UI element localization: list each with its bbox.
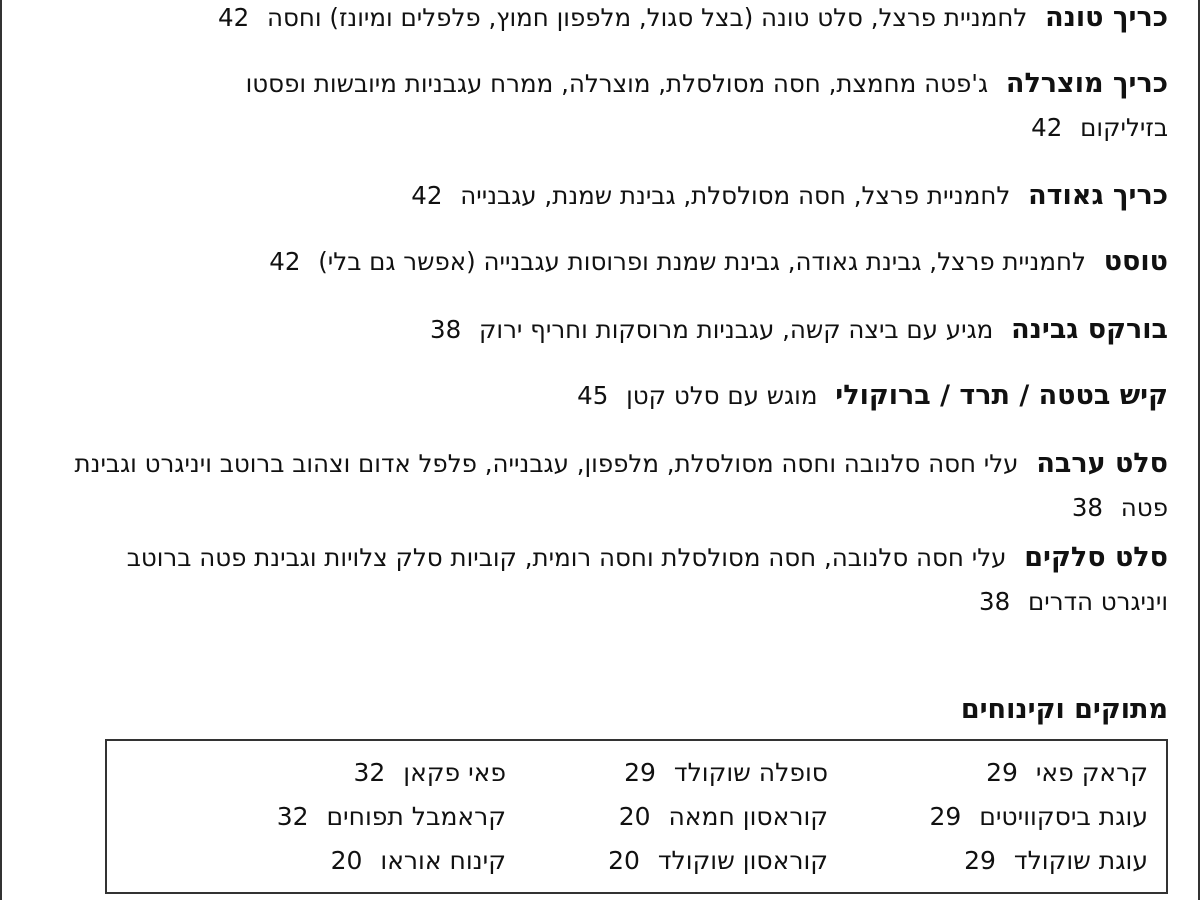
- dessert-item: [929, 751, 1148, 795]
- dessert-name: קוראסון חמאה: [668, 802, 828, 831]
- item-price: 38: [979, 587, 1011, 616]
- dessert-name: עוגת שוקולד: [1013, 846, 1148, 875]
- desserts-table: [105, 739, 1168, 894]
- dessert-item: [608, 839, 828, 883]
- dessert-item: [277, 795, 506, 839]
- item-name: בורקס גבינה: [1011, 314, 1168, 345]
- dessert-price: 29: [986, 758, 1018, 787]
- menu-item: [70, 0, 1168, 40]
- dessert-price: 32: [353, 758, 386, 787]
- dessert-item: [277, 839, 506, 883]
- desserts-column: [608, 751, 828, 883]
- dessert-name: פאי פקאן: [403, 758, 506, 787]
- dessert-price: 29: [624, 758, 656, 787]
- dessert-name: קראמבל תפוחים: [326, 802, 506, 831]
- item-description: ג'פטה מחמצת, חסה מסולסלת, מוצרלה, ממרח עגבניות מיובשות ופסטו בזיליקום: [245, 69, 1168, 142]
- menu-item: [185, 62, 1168, 150]
- dessert-item: [608, 795, 828, 839]
- menu-item: [70, 174, 1168, 218]
- item-description: לחמניית פרצל, סלט טונה (בצל סגול, מלפפון חמוץ, פלפלים ומיונז) וחסה: [267, 3, 1028, 32]
- item-name: טוסט: [1103, 246, 1168, 277]
- item-name: כריך מוצרלה: [1005, 68, 1168, 99]
- dessert-price: 32: [276, 802, 309, 831]
- dessert-name: קינוח אוראו: [380, 846, 506, 875]
- menu-item: [70, 442, 1168, 530]
- dessert-price: 20: [330, 846, 363, 875]
- desserts-title: מתוקים וקינוחים: [960, 694, 1168, 725]
- dessert-item: [277, 751, 506, 795]
- item-name: סלט ערבה: [1036, 448, 1168, 479]
- dessert-name: עוגת ביסקוויטים: [979, 802, 1148, 831]
- item-name: קיש בטטה / תרד / ברוקולי: [835, 380, 1168, 411]
- item-description: לחמניית פרצל, חסה מסולסלת, גבינת שמנת, עגבנייה: [460, 181, 1011, 210]
- item-description: מוגש עם סלט קטן: [626, 381, 818, 410]
- dessert-price: 20: [608, 846, 640, 875]
- page-border-left: [0, 0, 2, 900]
- item-price: 42: [1031, 113, 1063, 142]
- dessert-name: קראק פאי: [1035, 758, 1148, 787]
- item-price: 42: [411, 181, 443, 210]
- item-description: מגיע עם ביצה קשה, עגבניות מרוסקות וחריף ירוק: [479, 315, 994, 344]
- dessert-price: 20: [618, 802, 651, 831]
- dessert-item: [929, 839, 1148, 883]
- menu-item: [70, 308, 1168, 352]
- dessert-price: 29: [964, 846, 996, 875]
- desserts-column: [277, 751, 506, 883]
- dessert-price: 29: [929, 802, 962, 831]
- dessert-name: סופלה שוקולד: [673, 758, 828, 787]
- item-name: כריך טונה: [1045, 2, 1168, 33]
- menu-item: [70, 536, 1168, 624]
- item-name: סלט סלקים: [1024, 542, 1168, 573]
- item-price: 38: [430, 315, 462, 344]
- item-price: 42: [218, 3, 250, 32]
- item-price: 38: [1071, 493, 1103, 522]
- item-description: עלי חסה סלנובה וחסה מסולסלת, מלפפון, עגבנייה, פלפל אדום וצהוב ברוטב ויניגרט וגבינת פטה: [74, 449, 1168, 522]
- item-name: כריך גאודה: [1028, 180, 1168, 211]
- dessert-name: קוראסון שוקולד: [657, 846, 828, 875]
- item-price: 45: [577, 381, 609, 410]
- item-description: לחמניית פרצל, גבינת גאודה, גבינת שמנת ופרוסות עגבנייה (אפשר גם בלי): [318, 247, 1086, 276]
- dessert-item: [929, 795, 1148, 839]
- desserts-column: [929, 751, 1148, 883]
- menu-item: [70, 374, 1168, 418]
- dessert-item: [608, 751, 828, 795]
- menu-item: [70, 240, 1168, 284]
- item-price: 42: [269, 247, 301, 276]
- item-description: עלי חסה סלנובה, חסה מסולסלת וחסה רומית, קוביות סלק צלויות וגבינת פטה ברוטב ויניגרט הדרים: [126, 543, 1168, 616]
